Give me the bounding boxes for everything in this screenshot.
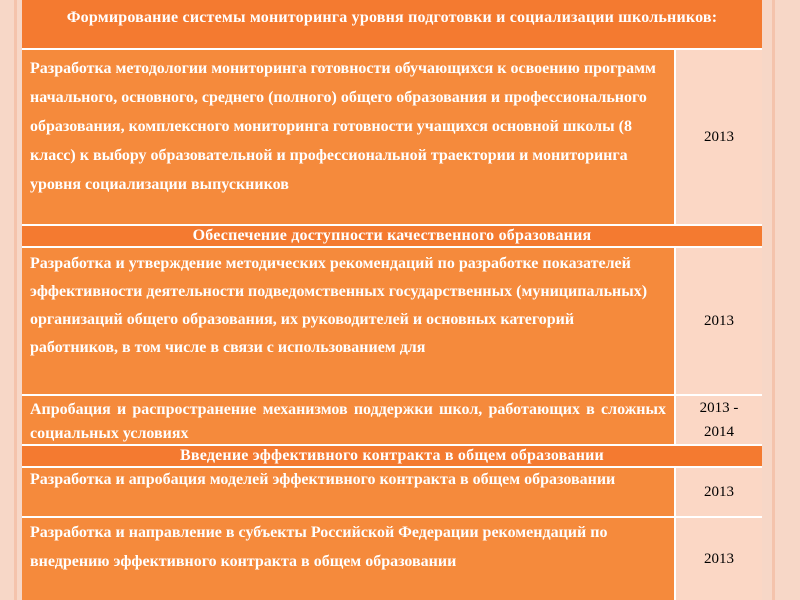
table-row-school-support xyxy=(22,396,674,444)
table-row-contract-recommendations xyxy=(22,518,674,600)
row-text: Разработка и утверждение методических рекомендаций по разработке показателей эффективности деятельности подведомственных государственных (муниципальных) организаций общего образования, их руководителей и основных категорий работников, в том числе в связи с использованием для xyxy=(30,255,648,356)
row-text: Апробация и распространение механизмов поддержки школ, работающих в сложных социальных условиях xyxy=(30,401,666,442)
year-cell xyxy=(676,396,762,444)
row-text: Разработка методологии мониторинга готовности обучающихся к освоению программ начального, основного, среднего (полного) общего образования и профессионального образования, комплексного мониторинга готовности учащихся основной школы (8 класс) к выбору образовательной и профессиональной траектории и мониторинга уровня социализации выпускников xyxy=(30,60,656,193)
year-value: 2013 xyxy=(704,550,734,567)
row-text: Разработка и апробация моделей эффективного контракта в общем образовании xyxy=(30,471,616,488)
year-value: 2013 xyxy=(704,312,734,329)
year-value: 2013 xyxy=(704,128,734,145)
section-header-access-text: Обеспечение доступности качественного образования xyxy=(192,227,592,244)
section-header-contract-text: Введение эффективного контракта в общем образовании xyxy=(180,447,604,464)
year-cell xyxy=(676,50,762,224)
frame-stripe-right xyxy=(772,0,775,600)
year-value: 2013 - 2014 xyxy=(699,400,739,440)
section-header-monitoring xyxy=(22,0,762,48)
year-value: 2013 xyxy=(704,483,734,500)
table-row-method-recommendations xyxy=(22,248,674,394)
year-cell xyxy=(676,518,762,600)
frame-stripe-left xyxy=(14,0,17,600)
section-header-access xyxy=(22,226,762,246)
table-row-contract-models xyxy=(22,468,674,516)
section-header-contract xyxy=(22,446,762,466)
row-text: Разработка и направление в субъекты Российской Федерации рекомендаций по внедрению эффективного контракта в общем образовании xyxy=(30,524,608,570)
plan-table xyxy=(22,0,762,600)
table-row-monitoring-methodology xyxy=(22,50,674,224)
section-header-monitoring-text: Формирование системы мониторинга уровня подготовки и социализации школьников: xyxy=(66,9,718,26)
year-cell xyxy=(676,468,762,516)
year-cell xyxy=(676,248,762,394)
